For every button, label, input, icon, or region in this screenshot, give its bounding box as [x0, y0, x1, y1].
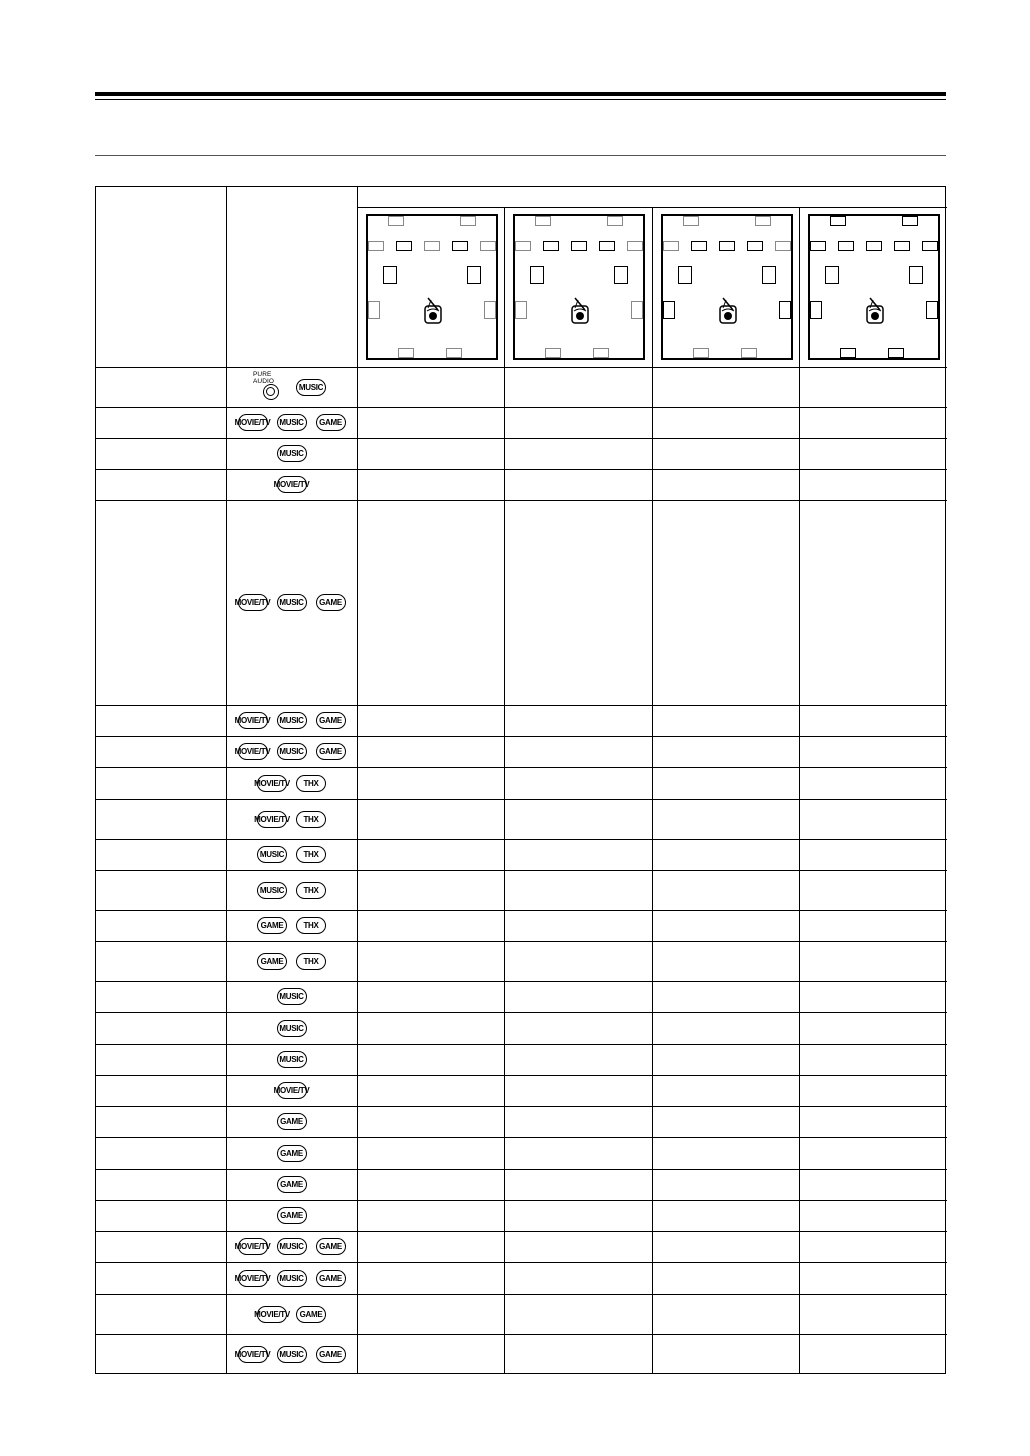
game-button[interactable]: GAME [296, 1306, 326, 1323]
speaker-icon [396, 241, 412, 251]
thx-button[interactable]: THX [296, 811, 326, 828]
speaker-icon [446, 348, 462, 358]
header-rule-thick [95, 92, 946, 96]
music-button[interactable]: MUSIC [277, 1270, 307, 1287]
speaker-icon [810, 301, 822, 319]
movie-tv-button[interactable]: MOVIE/TV [238, 1270, 268, 1287]
thx-button[interactable]: THX [296, 953, 326, 970]
listener-icon [864, 297, 886, 330]
speaker-icon [902, 216, 918, 226]
mode-button-group [227, 1294, 356, 1334]
speaker-icon [388, 216, 404, 226]
movie-tv-button[interactable]: MOVIE/TV [277, 1082, 307, 1099]
column-divider [652, 207, 653, 1374]
game-button[interactable]: GAME [257, 917, 287, 934]
row-divider [96, 767, 947, 768]
speaker-icon [627, 241, 643, 251]
mode-button-group [227, 438, 356, 469]
thx-button[interactable]: THX [296, 917, 326, 934]
listener-icon [422, 297, 444, 330]
row-divider [96, 1231, 947, 1232]
speaker-icon [543, 241, 559, 251]
speaker-icon [830, 216, 846, 226]
row-divider [96, 736, 947, 737]
speaker-layout-4 [808, 214, 940, 360]
row-divider [96, 367, 947, 368]
mode-button-group [227, 941, 356, 981]
row-divider [96, 1044, 947, 1045]
speaker-icon [535, 216, 551, 226]
speaker-icon [894, 241, 910, 251]
row-divider [96, 1106, 947, 1107]
movie-tv-button[interactable]: MOVIE/TV [238, 712, 268, 729]
speaker-icon [810, 241, 826, 251]
speaker-icon [678, 266, 692, 284]
movie-tv-button[interactable]: MOVIE/TV [277, 476, 307, 493]
mode-button-group [227, 1137, 356, 1169]
music-button[interactable]: MUSIC [277, 1020, 307, 1037]
game-button[interactable]: GAME [316, 1270, 346, 1287]
listening-mode-table [95, 186, 946, 1374]
speaker-icon [663, 241, 679, 251]
listener-icon [569, 297, 591, 330]
music-button[interactable]: MUSIC [277, 743, 307, 760]
mode-button-group [227, 981, 356, 1012]
game-button[interactable]: GAME [277, 1176, 307, 1193]
row-divider [96, 799, 947, 800]
speaker-icon [368, 241, 384, 251]
row-divider [96, 910, 947, 911]
mode-button-group [227, 736, 356, 767]
thx-button[interactable]: THX [296, 846, 326, 863]
speaker-icon [683, 216, 699, 226]
row-divider [96, 1294, 947, 1295]
header-rule-thin [95, 99, 946, 100]
column-divider [504, 207, 505, 1374]
speaker-icon [909, 266, 923, 284]
mode-button-group [227, 407, 356, 438]
music-button[interactable]: MUSIC [257, 846, 287, 863]
music-button[interactable]: MUSIC [277, 1346, 307, 1363]
mode-button-group [227, 500, 356, 705]
speaker-icon [775, 241, 791, 251]
mode-button-group [227, 1200, 356, 1231]
music-button[interactable]: MUSIC [296, 379, 326, 396]
music-button[interactable]: MUSIC [277, 445, 307, 462]
speaker-icon [747, 241, 763, 251]
row-divider [96, 870, 947, 871]
row-divider [96, 1262, 947, 1263]
game-button[interactable]: GAME [316, 1238, 346, 1255]
speaker-icon [888, 348, 904, 358]
row-divider [96, 500, 947, 501]
game-button[interactable]: GAME [316, 712, 346, 729]
row-divider [96, 438, 947, 439]
row-divider [96, 1334, 947, 1335]
speaker-icon [926, 301, 938, 319]
row-divider [96, 705, 947, 706]
mode-button-group [227, 839, 356, 870]
speaker-icon [484, 301, 496, 319]
mode-button-group [227, 1334, 356, 1375]
movie-tv-button[interactable]: MOVIE/TV [238, 594, 268, 611]
speaker-icon [480, 241, 496, 251]
music-button[interactable]: MUSIC [277, 594, 307, 611]
row-divider [96, 1075, 947, 1076]
movie-tv-button[interactable]: MOVIE/TV [257, 1306, 287, 1323]
section-rule [95, 155, 946, 156]
speaker-icon [922, 241, 938, 251]
mode-button-group [227, 870, 356, 910]
row-divider [96, 941, 947, 942]
speaker-layout-3 [661, 214, 793, 360]
column-divider [799, 207, 800, 1374]
movie-tv-button[interactable]: MOVIE/TV [257, 811, 287, 828]
mode-button-group [227, 1075, 356, 1106]
music-button[interactable]: MUSIC [277, 1238, 307, 1255]
speaker-icon [515, 301, 527, 319]
row-divider [96, 981, 947, 982]
listener-icon [717, 297, 739, 330]
pure-audio-button-holder [253, 370, 287, 404]
music-button[interactable]: MUSIC [277, 414, 307, 431]
game-button[interactable]: GAME [316, 743, 346, 760]
speaker-icon [545, 348, 561, 358]
mode-button-group [227, 799, 356, 839]
speaker-icon [693, 348, 709, 358]
game-button[interactable]: GAME [277, 1113, 307, 1130]
mode-button-group [227, 469, 356, 500]
game-button[interactable]: GAME [316, 1346, 346, 1363]
speaker-icon [383, 266, 397, 284]
row-divider [96, 407, 947, 408]
movie-tv-button[interactable]: MOVIE/TV [238, 1238, 268, 1255]
mode-button-group [227, 1044, 356, 1075]
speaker-icon [571, 241, 587, 251]
speaker-icon [866, 241, 882, 251]
music-button[interactable]: MUSIC [277, 712, 307, 729]
speaker-icon [691, 241, 707, 251]
speaker-icon [825, 266, 839, 284]
speaker-icon [840, 348, 856, 358]
column-divider [357, 187, 358, 1374]
mode-button-group [227, 705, 356, 736]
music-button[interactable]: MUSIC [277, 988, 307, 1005]
game-button[interactable]: GAME [277, 1145, 307, 1162]
music-button[interactable]: MUSIC [277, 1051, 307, 1068]
row-divider [96, 1200, 947, 1201]
movie-tv-button[interactable]: MOVIE/TV [238, 743, 268, 760]
mode-button-group [227, 1169, 356, 1200]
header-subline [357, 207, 947, 208]
game-button[interactable]: GAME [316, 594, 346, 611]
pure-audio-button[interactable] [263, 384, 279, 400]
mode-button-group [227, 367, 356, 407]
movie-tv-button[interactable]: MOVIE/TV [257, 775, 287, 792]
row-divider [96, 1012, 947, 1013]
game-button[interactable]: GAME [316, 414, 346, 431]
speaker-icon [368, 301, 380, 319]
mode-button-group [227, 767, 356, 799]
thx-button[interactable]: THX [296, 882, 326, 899]
speaker-icon [424, 241, 440, 251]
speaker-icon [779, 301, 791, 319]
speaker-icon [467, 266, 481, 284]
thx-button[interactable]: THX [296, 775, 326, 792]
row-divider [96, 1137, 947, 1138]
speaker-icon [398, 348, 414, 358]
mode-button-group [227, 1106, 356, 1137]
speaker-icon [755, 216, 771, 226]
game-button[interactable]: GAME [277, 1207, 307, 1224]
speaker-icon [607, 216, 623, 226]
speaker-icon [599, 241, 615, 251]
speaker-icon [530, 266, 544, 284]
speaker-icon [838, 241, 854, 251]
speaker-icon [452, 241, 468, 251]
speaker-icon [460, 216, 476, 226]
speaker-icon [762, 266, 776, 284]
pure-audio-label: PURE AUDIO [253, 371, 275, 385]
mode-button-group [227, 910, 356, 941]
row-divider [96, 469, 947, 470]
mode-button-group [227, 1231, 356, 1262]
game-button[interactable]: GAME [257, 953, 287, 970]
speaker-icon [515, 241, 531, 251]
mode-button-group [227, 1012, 356, 1044]
speaker-icon [631, 301, 643, 319]
music-button[interactable]: MUSIC [257, 882, 287, 899]
movie-tv-button[interactable]: MOVIE/TV [238, 414, 268, 431]
speaker-icon [593, 348, 609, 358]
speaker-icon [663, 301, 675, 319]
movie-tv-button[interactable]: MOVIE/TV [238, 1346, 268, 1363]
mode-button-group [227, 1262, 356, 1294]
speaker-layout-1 [366, 214, 498, 360]
speaker-icon [741, 348, 757, 358]
row-divider [96, 1169, 947, 1170]
row-divider [96, 839, 947, 840]
speaker-layout-2 [513, 214, 645, 360]
speaker-icon [614, 266, 628, 284]
speaker-icon [719, 241, 735, 251]
